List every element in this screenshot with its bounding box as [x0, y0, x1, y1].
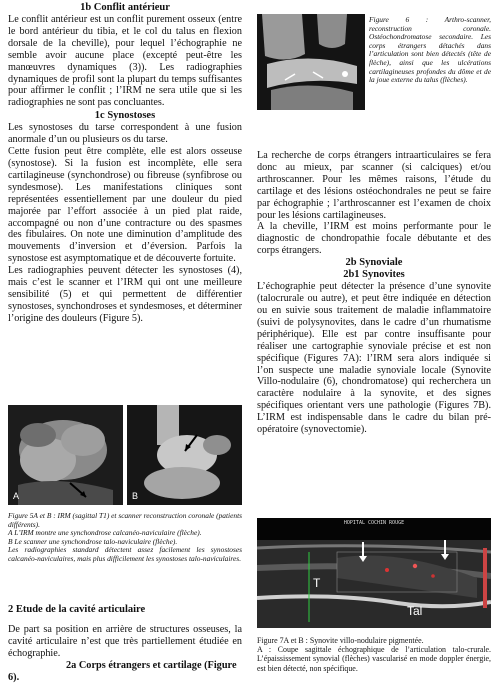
figure-5a-label: A	[13, 491, 20, 501]
section-2b-heading: 2b Synoviale	[345, 257, 403, 269]
figure-5-caption-title: Figure 5A et B : IRM (sagittal T1) et scanner reconstruction coronale (patients différents).	[8, 511, 242, 529]
figure-7-caption-title: Figure 7A et B : Synovite villo-nodulaire pigmentée.	[257, 636, 424, 645]
section-2-heading: 2 Etude de la cavité articulaire	[8, 604, 146, 615]
figure-7-caption-a: A : Coupe sagittale échographique de l’articulation talo-crurale. L’épaississement synovial (flèches) vascularisé en mode doppler énergie, est bien détecté, non spécifique.	[257, 645, 491, 673]
figure-5-caption-note: Les radiographies standard détectent assez facilement les synostoses calcanéo-naviculaires, mais plus difficilement les synostoses talo-naviculaires.	[8, 545, 242, 563]
figure-5-caption-a: A L’IRM montre une synchondrose calcanéo-naviculaire (flèche).	[8, 528, 202, 538]
figure-5a-mri-image	[8, 405, 123, 505]
section-1c-heading: 1c Synostoses	[94, 110, 156, 122]
figure-6-caption: Figure 6 : Arthro-scanner, reconstruction coronale. Ostéochondromatose secondaire. Les corps étrangers détachés dans l’articulation sont bien détectés (tête de flèche), ainsi que les ulcérations cartilagineuses profondes du dôme et de la joue externe du talus (flèches).	[369, 15, 491, 85]
section-1c-paragraph-1: Les synostoses du tarse correspondent à une fusion anormale d’un ou plusieurs os du tarse.	[8, 122, 242, 146]
section-1c-paragraph-2: Cette fusion peut être complète, elle est alors osseuse (synostose). Si la fusion est incomplète, elle sera cartilagineuse (synchondrose) ou fibreuse (synfibrose ou syndesmose). Les manifestations cliniques sont représentées essentiellement par une douleur du pied majorée par l’effort associée à un pied plat raide, accompagné ou non d’une contracture ou des spasmes des fibulaires. On note une diminution d’amplitude des mouvements d’inversion et d’éversion. Parfois la synostose est asymptomatique et de découverte fortuite.	[8, 146, 242, 265]
section-2a-paragraph-1: La recherche de corps étrangers intraarticulaires se fera donc au mieux, par scanner (si calciques) et/ou arthroscanner. Pour les mêmes raisons, l’étude du cartilage et des lésions ostéochondrales ne peut se faire par échographie ; l’arthroscanner est l’examen de choix pour les lésions cartilagineuses.	[257, 150, 491, 221]
ultrasound-label-talus: Tal	[407, 604, 423, 618]
section-2-text: De part sa position en arrière de structures osseuses, la cavité articulaire n’est que très partiellement étudiée en échographie.	[8, 624, 242, 659]
ultrasound-label-tibia: T	[313, 576, 321, 590]
section-1b-text: Le conflit antérieur est un conflit purement osseux (entre le bord antérieur du tibia, et le col du talus en flexion dorsale de la cheville), pour lequel l’échographie ne semble avoir aucune place (excepté peut-être les manœuvres dynamiques (3)). Les radiographies dynamiques de profil sont la plupart du temps suffisantes pour affirmer le conflit ; l’IRM ne sera utile que si les radiographies ne sont pas concluantes.	[8, 14, 242, 109]
section-1c-paragraph-3: Les radiographies peuvent détecter les synostoses (4), mais c’est le scanner et l’IRM qui ont une meilleure sensibilité (5) et qui permettent de différentier synostoses, synchondroses et syndesmoses, et déterminer l’origine des douleurs (Figure 5).	[8, 265, 242, 324]
section-2b1-text: L’échographie peut détecter la présence d’une synovite (talocrurale ou autre), et peut être indiquée en détection ou en suivie sous traitement de maladie inflammatoire (suivi de polysynovites, dans le cadre d’un rhumatisme périphérique). Elle est par contre insuffisante pour réaliser une cartographie synoviale précise et est non spécifique (Figures 7A): l’IRM sera alors indiquée si l’on suspecte une maladie synoviale locale (Synovite Villo-nodulaire (6), chondromatose) qui recherchera un caractère nodulaire à la synovite, et des signes spécifiques orientant vers une pathologie (Figures 7B). L’IRM est indispensable dans le cadre du bilan pré-opératoire (synovectomie).	[257, 281, 491, 436]
figure-5	[8, 405, 242, 505]
section-2b1-heading: 2b1 Synovites	[343, 269, 405, 281]
figure-5b-ct-image	[127, 405, 242, 505]
figure-7a-ultrasound-image	[257, 518, 491, 628]
figure-6-arthro-ct-image	[257, 14, 365, 110]
section-2a-heading: 2a Corps étrangers et cartilage (Figure 6).	[8, 659, 237, 683]
section-1b-heading: 1b Conflit antérieur	[80, 2, 170, 13]
figure-5-caption-b: B Le scanner une synchondrose talo-naviculaire (flèche).	[8, 536, 178, 546]
section-2a-paragraph-2: A la cheville, l’IRM est moins performante pour le diagnostic de chondropathie focale débutante et des corps étrangers.	[257, 221, 491, 257]
figure-5b-label: B	[132, 491, 139, 501]
ultrasound-header-text: HOPITAL COCHIN ROUGE	[343, 520, 405, 526]
